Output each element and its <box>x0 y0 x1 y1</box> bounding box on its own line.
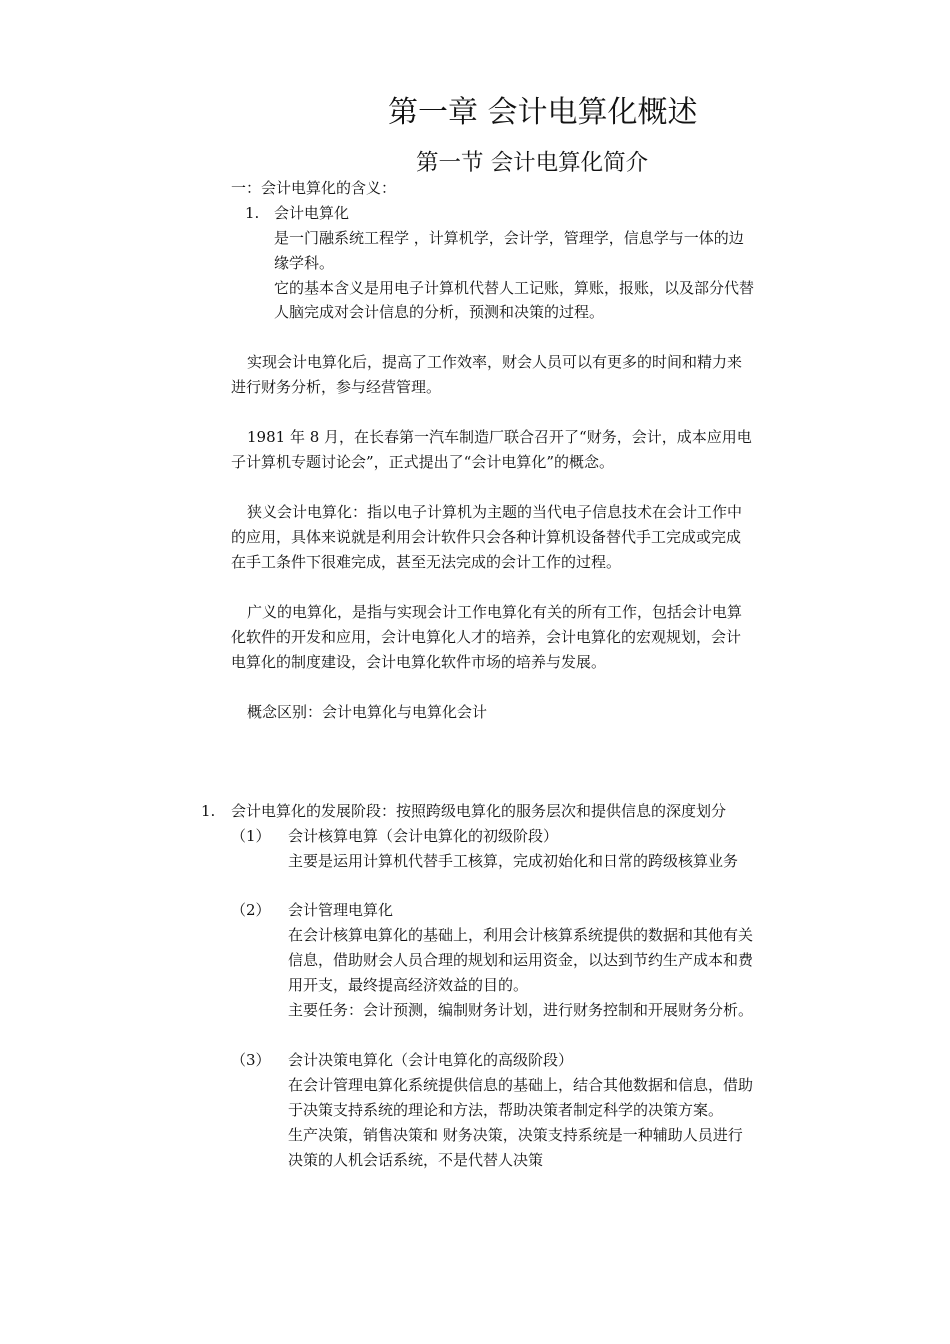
item1-title: 会计电算化 <box>274 204 350 222</box>
broad-definition-line: 广义的电算化，是指与实现会计工作电算化有关的所有工作，包括会计电算 <box>247 603 743 621</box>
item1-meaning-line: 人脑完成对会计信息的分析，预测和决策的过程。 <box>274 303 605 321</box>
stage3-marker: （3） <box>231 1051 271 1069</box>
item1-number: 1. <box>245 204 260 222</box>
narrow-definition-line: 的应用，具体来说就是利用会计软件只会各种计算机设备替代手工完成或完成 <box>231 528 742 546</box>
item1-definition-line: 缘学科。 <box>274 254 335 272</box>
section-title: 第一节 会计电算化简介 <box>416 150 649 176</box>
history-paragraph-line: 子计算机专题讨论会”，正式提出了“会计电算化”的概念。 <box>231 453 615 471</box>
stage1-marker: （1） <box>231 827 271 845</box>
chapter-title: 第一章 会计电算化概述 <box>388 95 698 130</box>
stage2-line: 主要任务：会计预测，编制财务计划，进行财务控制和开展财务分析。 <box>288 1001 754 1019</box>
item1-definition-line: 是一门融系统工程学 ，计算机学，会计学，管理学，信息学与一体的边 <box>274 229 744 247</box>
stages-heading: 会计电算化的发展阶段：按照跨级电算化的服务层次和提供信息的深度划分 <box>231 802 727 820</box>
stages-number: 1. <box>201 802 216 820</box>
narrow-definition-line: 狭义会计电算化：指以电子计算机为主题的当代电子信息技术在会计工作中 <box>247 503 743 521</box>
stage2-line: 在会计核算电算化的基础上，利用会计核算系统提供的数据和其他有关 <box>288 926 754 944</box>
stage2-title: 会计管理电算化 <box>288 901 394 919</box>
stage2-marker: （2） <box>231 901 271 919</box>
concept-difference: 概念区别：会计电算化与电算化会计 <box>247 703 488 721</box>
broad-definition-line: 电算化的制度建设，会计电算化软件市场的培养与发展。 <box>231 653 607 671</box>
history-paragraph-line: 1981 年 8 月，在长春第一汽车制造厂联合召开了“财务，会计，成本应用电 <box>247 428 752 446</box>
stage2-line: 用开支，最终提高经济效益的目的。 <box>288 976 529 994</box>
part-one-heading: 一：会计电算化的含义： <box>231 179 397 197</box>
stage3-line: 决策的人机会话系统，不是代替人决策 <box>288 1151 544 1169</box>
item1-meaning-line: 它的基本含义是用电子计算机代替人工记账，算账，报账，以及部分代替 <box>274 279 755 297</box>
stage3-line: 于决策支持系统的理论和方法，帮助决策者制定科学的决策方案。 <box>288 1101 724 1119</box>
efficiency-paragraph-line: 进行财务分析，参与经营管理。 <box>231 378 442 396</box>
stage1-line: 主要是运用计算机代替手工核算，完成初始化和日常的跨级核算业务 <box>288 852 739 870</box>
broad-definition-line: 化软件的开发和应用，会计电算化人才的培养，会计电算化的宏观规划，会计 <box>231 628 742 646</box>
stage1-title: 会计核算电算（会计电算化的初级阶段） <box>288 827 559 845</box>
stage3-line: 生产决策，销售决策和 财务决策，决策支持系统是一种辅助人员进行 <box>288 1126 743 1144</box>
stage3-title: 会计决策电算化（会计电算化的高级阶段） <box>288 1051 574 1069</box>
stage2-line: 信息，借助财会人员合理的规划和运用资金，以达到节约生产成本和费 <box>288 951 754 969</box>
narrow-definition-line: 在手工条件下很难完成，甚至无法完成的会计工作的过程。 <box>231 553 622 571</box>
efficiency-paragraph-line: 实现会计电算化后，提高了工作效率，财会人员可以有更多的时间和精力来 <box>247 353 743 371</box>
stage3-line: 在会计管理电算化系统提供信息的基础上，结合其他数据和信息，借助 <box>288 1076 754 1094</box>
